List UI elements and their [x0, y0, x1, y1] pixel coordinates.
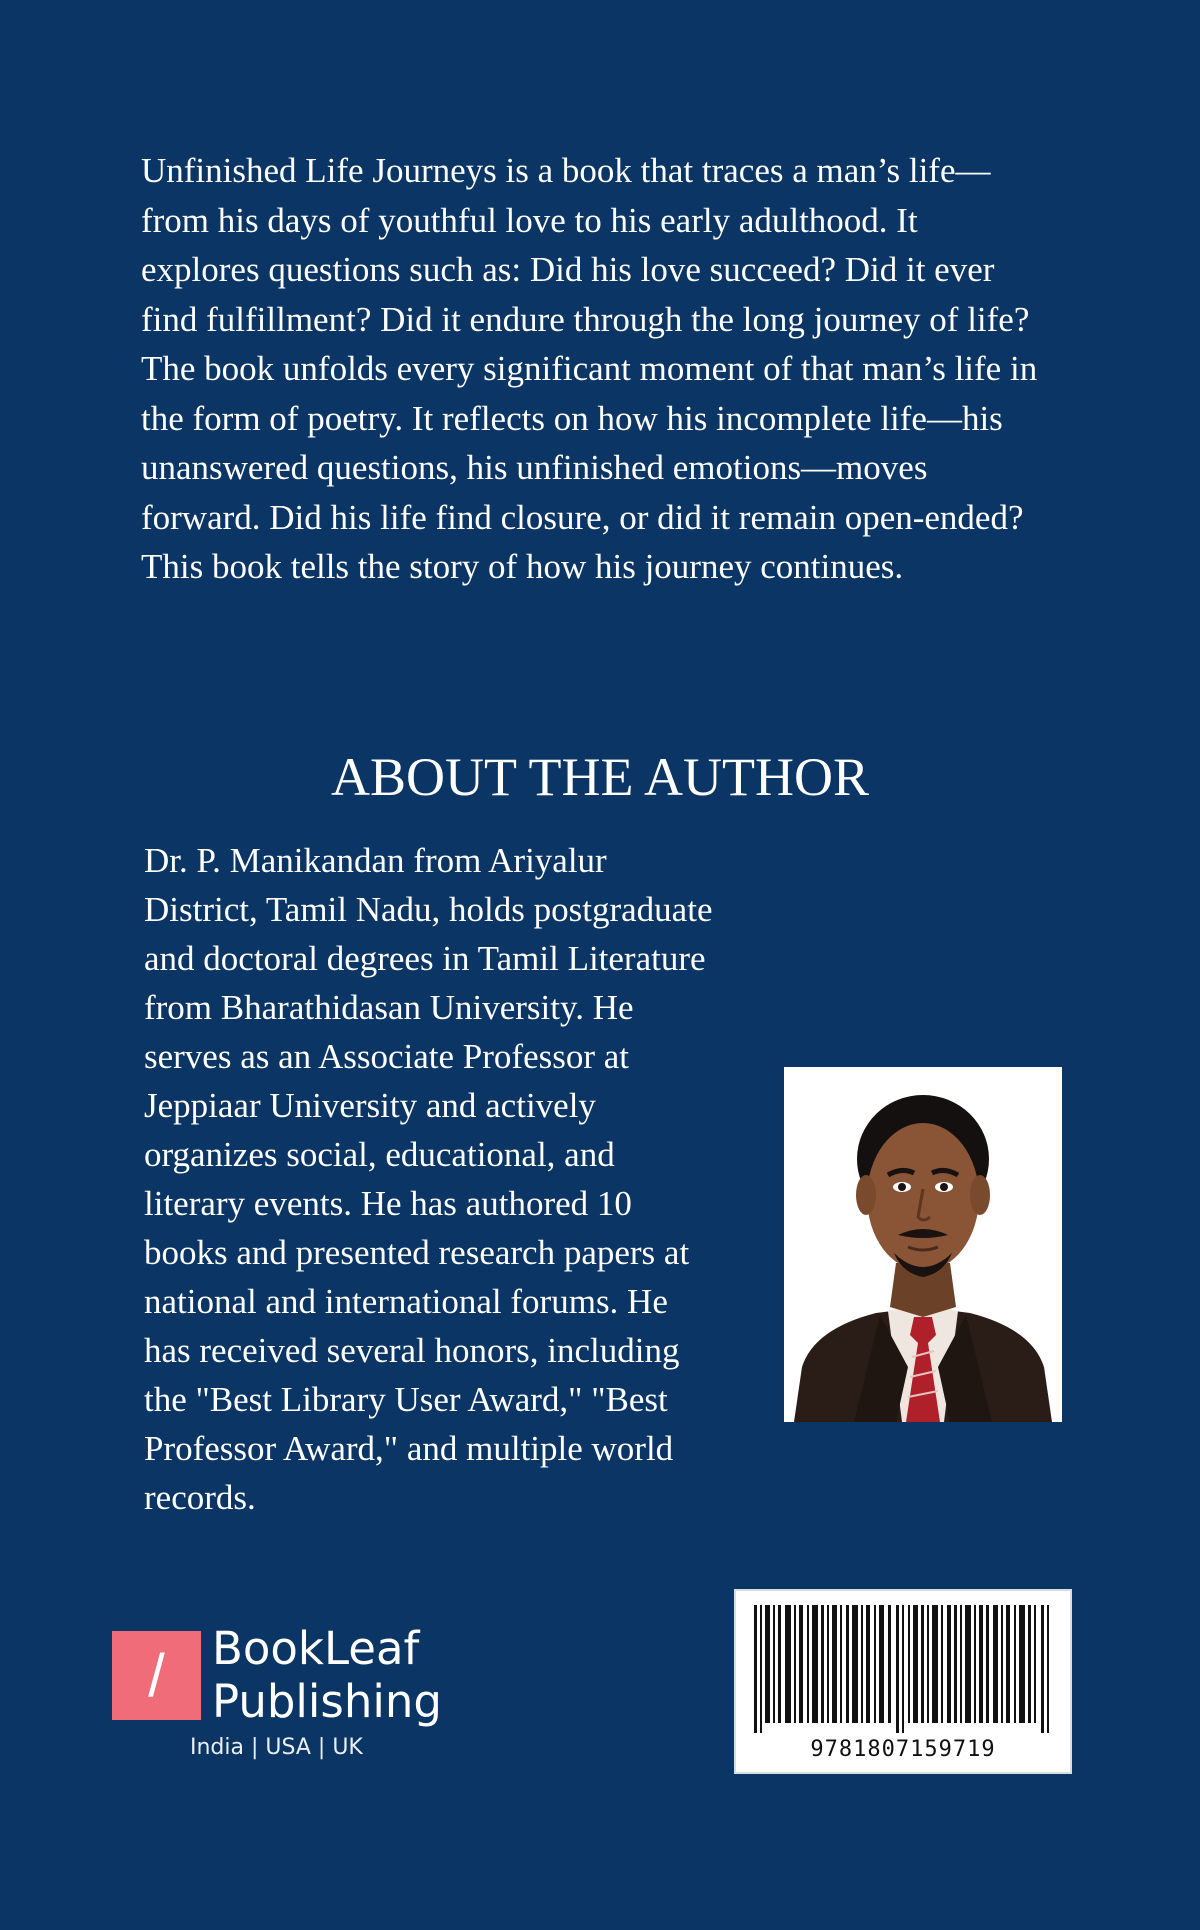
- blurb-paragraph: The book unfolds every significant moment of that man’s life in the form of poetry. It reflects on how his incomplete life—his unanswered questions, his unfinished emotions—moves forward. Did his life find closure, or did it remain open-ended? This book tells the story of how his journey continues.: [141, 349, 1038, 586]
- barcode-bars: [750, 1605, 1058, 1733]
- logo-mark: [112, 1631, 201, 1720]
- isbn-barcode: [734, 1589, 1072, 1774]
- author-photo: [784, 1067, 1062, 1422]
- isbn-number: 9781807159719: [810, 1737, 996, 1762]
- publisher-name: [212, 1622, 512, 1728]
- publisher-name-line2: Publishing: [212, 1675, 442, 1728]
- book-blurb: [141, 146, 1041, 592]
- publisher-logo: [112, 1622, 512, 1778]
- publisher-name-line1: BookLeaf: [212, 1622, 420, 1675]
- logo-slash-glyph: /: [148, 1642, 165, 1709]
- author-bio: Dr. P. Manikandan from Ariyalur District, Tamil Nadu, holds postgraduate and doctoral degrees in Tamil Literature from Bharathidasan University. He serves as an Associate Professor at Jeppiaar University and actively organizes social, educational, and literary events. He has authored 10 books and presented research papers at national and international forums. He has received several honors, including the "Best Library User Award," "Best Professor Award," and multiple world records.: [144, 841, 713, 1517]
- publisher-regions: India | USA | UK: [190, 1735, 363, 1760]
- about-author-heading: ABOUT THE AUTHOR: [330, 747, 870, 807]
- blurb-paragraph: Unfinished Life Journeys is a book that traces a man’s life—from his days of youthful love to his early adulthood. It explores questions such as: Did his love succeed? Did it ever find fulfillment? Did it endure through the long journey of life?: [141, 151, 1030, 339]
